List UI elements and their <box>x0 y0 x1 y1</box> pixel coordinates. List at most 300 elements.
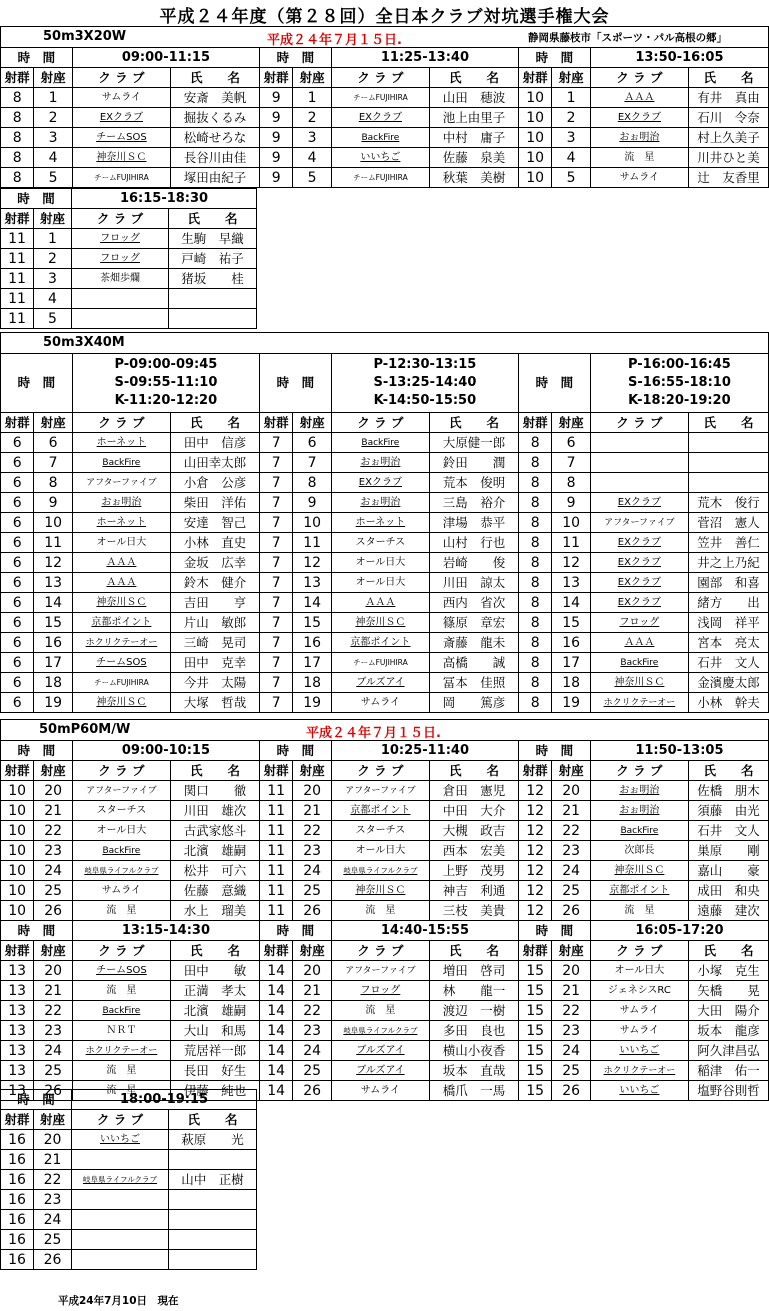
name-cell: 生駒 早織 <box>169 229 257 249</box>
club-cell: 京都ポイント <box>72 613 170 633</box>
time-label: 時 間 <box>1 1090 72 1110</box>
session-time: 16:05-17:20 <box>590 921 768 941</box>
club-cell: EXクラブ <box>331 108 429 128</box>
club-cell: ブルズアイ <box>331 1061 429 1081</box>
name-cell: 荒居祥一郎 <box>170 1041 259 1061</box>
seat-cell: 24 <box>552 1041 590 1061</box>
seat-cell: 10 <box>34 513 72 533</box>
club-cell: スターチス <box>331 533 429 553</box>
table-row <box>1 289 257 309</box>
group-cell: 11 <box>260 861 293 881</box>
table-row <box>1 573 769 593</box>
group-cell: 10 <box>519 108 552 128</box>
club-cell: アフターファイブ <box>331 961 429 981</box>
seat-cell: 15 <box>293 613 331 633</box>
session-time-line: K-14:50-15:50 <box>373 393 477 408</box>
group-cell: 14 <box>260 1021 293 1041</box>
group-cell: 7 <box>260 633 293 653</box>
club-cell: ＡＡＡ <box>331 593 429 613</box>
session-time-block <box>331 354 518 413</box>
seat-column-header: 射座 <box>34 1110 72 1130</box>
club-cell: オール日大 <box>331 553 429 573</box>
club-cell: 神奈川ＳＣ <box>331 881 429 901</box>
seat-cell: 23 <box>552 1021 590 1041</box>
seat-cell: 1 <box>34 88 72 108</box>
seat-cell: 3 <box>34 269 72 289</box>
club-cell <box>72 1150 169 1170</box>
group-cell: 6 <box>1 433 34 453</box>
name-column-header: 氏 名 <box>429 761 518 781</box>
group-cell: 11 <box>260 901 293 921</box>
club-cell <box>72 1210 169 1230</box>
name-column-header: 氏 名 <box>170 413 259 433</box>
group-cell: 6 <box>1 693 34 713</box>
club-cell: EXクラブ <box>590 533 688 553</box>
seat-cell: 15 <box>552 613 590 633</box>
name-cell: 中村 庸子 <box>429 128 518 148</box>
table-row <box>1 1041 769 1061</box>
table-row <box>1 633 769 653</box>
seat-cell: 20 <box>552 961 590 981</box>
group-cell: 12 <box>519 861 552 881</box>
group-cell: 8 <box>519 633 552 653</box>
seat-cell: 26 <box>34 1250 72 1270</box>
seat-cell: 4 <box>34 289 72 309</box>
table-row <box>1 453 769 473</box>
name-column-header: 氏 名 <box>429 941 518 961</box>
table-row <box>1 1210 257 1230</box>
group-cell: 13 <box>1 1021 34 1041</box>
seat-cell: 10 <box>552 513 590 533</box>
name-cell: 井之上乃紀 <box>688 553 768 573</box>
seat-cell: 20 <box>293 781 331 801</box>
seat-cell: 13 <box>34 573 72 593</box>
seat-cell: 25 <box>34 1061 72 1081</box>
table-row <box>1 229 257 249</box>
group-cell: 12 <box>519 881 552 901</box>
club-cell: ホクリクテーオー <box>72 1041 170 1061</box>
seat-cell: 4 <box>34 148 72 168</box>
seat-cell: 16 <box>293 633 331 653</box>
group-cell: 7 <box>260 693 293 713</box>
table-row <box>1 1170 257 1190</box>
seat-cell: 14 <box>34 593 72 613</box>
group-column-header: 射群 <box>519 413 552 433</box>
group-cell: 8 <box>519 493 552 513</box>
group-cell: 10 <box>1 881 34 901</box>
club-column-header: ク ラ ブ <box>72 1110 169 1130</box>
club-cell: ブルズアイ <box>331 673 429 693</box>
club-cell: 流 星 <box>72 981 170 1001</box>
name-cell: 田中 信彦 <box>170 433 259 453</box>
group-cell: 13 <box>1 1041 34 1061</box>
name-cell: 遠藤 建次 <box>688 901 768 921</box>
seat-cell: 21 <box>293 801 331 821</box>
seat-cell: 7 <box>552 453 590 473</box>
time-label: 時 間 <box>260 354 332 413</box>
name-cell: 長田 好生 <box>170 1061 259 1081</box>
group-cell: 6 <box>1 453 34 473</box>
club-cell: スターチス <box>331 821 429 841</box>
name-column-header: 氏 名 <box>688 68 768 88</box>
group-cell: 10 <box>1 861 34 881</box>
group-cell: 11 <box>1 269 34 289</box>
name-cell: 笠井 善仁 <box>688 533 768 553</box>
seat-cell: 22 <box>293 1001 331 1021</box>
group-cell: 9 <box>260 108 293 128</box>
seat-cell: 19 <box>34 693 72 713</box>
club-cell: 流 星 <box>590 901 688 921</box>
name-cell: 田中 克幸 <box>170 653 259 673</box>
name-cell: 巣原 剛 <box>688 841 768 861</box>
seat-cell: 11 <box>34 533 72 553</box>
time-label: 時 間 <box>1 189 72 209</box>
schedule-table-sec1 <box>0 47 769 188</box>
seat-cell: 20 <box>293 961 331 981</box>
name-cell: 冨本 佳照 <box>429 673 518 693</box>
session-time: 14:40-15:55 <box>331 921 518 941</box>
seat-cell: 13 <box>293 573 331 593</box>
name-cell: 池上由里子 <box>429 108 518 128</box>
club-column-header: ク ラ ブ <box>331 413 429 433</box>
seat-cell: 16 <box>552 633 590 653</box>
name-cell: 小林 幹夫 <box>688 693 768 713</box>
club-cell: 流 星 <box>72 901 170 921</box>
group-cell: 15 <box>519 1001 552 1021</box>
seat-cell: 2 <box>552 108 590 128</box>
name-cell <box>169 1190 257 1210</box>
seat-cell: 10 <box>293 513 331 533</box>
club-cell: 神奈川ＳＣ <box>590 673 688 693</box>
time-label: 時 間 <box>1 741 73 761</box>
name-cell: 中田 大介 <box>429 801 518 821</box>
name-cell: 大田 陽介 <box>688 1001 768 1021</box>
group-cell: 6 <box>1 553 34 573</box>
group-cell: 7 <box>260 673 293 693</box>
club-column-header: ク ラ ブ <box>331 941 429 961</box>
club-cell: BackFire <box>590 653 688 673</box>
name-cell: 西内 省次 <box>429 593 518 613</box>
group-cell: 7 <box>260 493 293 513</box>
club-cell: サムライ <box>590 1001 688 1021</box>
seat-cell: 5 <box>34 309 72 329</box>
club-cell: オール日大 <box>331 841 429 861</box>
club-cell: いいちご <box>590 1081 688 1101</box>
table-row <box>1 861 769 881</box>
footer-note: 平成24年7月10日 現在 <box>58 1295 179 1307</box>
club-cell: 神奈川ＳＣ <box>331 613 429 633</box>
club-column-header: ク ラ ブ <box>331 68 429 88</box>
session-time-line: S-09:55-11:10 <box>114 375 218 390</box>
table-row <box>1 1021 769 1041</box>
seat-cell: 12 <box>293 553 331 573</box>
time-label: 時 間 <box>1 354 73 413</box>
seat-cell: 24 <box>34 1041 72 1061</box>
name-cell <box>688 453 768 473</box>
seat-cell: 3 <box>34 128 72 148</box>
club-cell: BackFire <box>590 821 688 841</box>
name-cell: 鈴田 潤 <box>429 453 518 473</box>
seat-cell: 8 <box>552 473 590 493</box>
group-cell: 15 <box>519 1041 552 1061</box>
group-cell: 7 <box>260 473 293 493</box>
name-cell: 吉田 亨 <box>170 593 259 613</box>
group-cell: 7 <box>260 453 293 473</box>
club-cell: 神奈川ＳＣ <box>72 593 170 613</box>
session-time-line: K-11:20-12:20 <box>114 393 218 408</box>
group-cell: 10 <box>1 841 34 861</box>
name-cell: 大山 和馬 <box>170 1021 259 1041</box>
seat-cell: 22 <box>34 1001 72 1021</box>
page-title: 平成２４年度（第２８回）全日本クラブ対坑選手権大会 <box>159 7 610 27</box>
schedule-table-sec3-extra <box>0 1089 257 1270</box>
session-time-line: S-13:25-14:40 <box>373 375 477 390</box>
club-cell: サムライ <box>590 168 688 188</box>
club-cell: ＡＡＡ <box>590 88 688 108</box>
seat-cell: 24 <box>293 1041 331 1061</box>
club-cell: 岐阜県ライフルクラブ <box>331 861 429 881</box>
seat-cell: 22 <box>552 821 590 841</box>
name-cell: 安斎 美帆 <box>170 88 259 108</box>
club-cell <box>72 309 169 329</box>
seat-cell: 23 <box>34 1021 72 1041</box>
group-cell: 6 <box>1 533 34 553</box>
group-cell: 7 <box>260 593 293 613</box>
group-cell: 15 <box>519 1061 552 1081</box>
club-cell <box>72 1190 169 1210</box>
group-cell: 13 <box>1 981 34 1001</box>
seat-cell: 26 <box>293 1081 331 1101</box>
group-cell: 8 <box>519 653 552 673</box>
table-row <box>1 493 769 513</box>
club-cell: BackFire <box>72 453 170 473</box>
group-cell: 11 <box>1 229 34 249</box>
club-cell: アフターファイブ <box>72 781 170 801</box>
name-cell: 篠原 章宏 <box>429 613 518 633</box>
group-cell: 11 <box>1 249 34 269</box>
seat-cell: 14 <box>552 593 590 613</box>
seat-cell: 23 <box>293 1021 331 1041</box>
group-cell: 16 <box>1 1170 34 1190</box>
name-cell: 辻 友香里 <box>688 168 768 188</box>
name-cell: 北濱 雄嗣 <box>170 1001 259 1021</box>
name-cell: 松井 可六 <box>170 861 259 881</box>
session-time: 11:25-13:40 <box>331 48 518 68</box>
group-cell: 8 <box>1 108 34 128</box>
seat-cell: 20 <box>34 781 72 801</box>
club-cell <box>72 1230 169 1250</box>
club-cell: EXクラブ <box>590 108 688 128</box>
name-cell <box>169 309 257 329</box>
seat-cell: 26 <box>34 1081 72 1101</box>
seat-cell: 6 <box>293 433 331 453</box>
group-cell: 16 <box>1 1230 34 1250</box>
group-cell: 13 <box>1 1081 34 1101</box>
group-cell: 8 <box>519 513 552 533</box>
seat-cell: 21 <box>552 981 590 1001</box>
seat-cell: 1 <box>293 88 331 108</box>
club-cell <box>590 453 688 473</box>
group-cell: 8 <box>519 593 552 613</box>
club-column-header: ク ラ ブ <box>72 941 170 961</box>
group-cell: 11 <box>260 821 293 841</box>
name-cell: 横山小夜香 <box>429 1041 518 1061</box>
name-cell: 園部 和喜 <box>688 573 768 593</box>
name-cell: 西本 宏美 <box>429 841 518 861</box>
name-cell: 荒木 俊行 <box>688 493 768 513</box>
group-cell: 16 <box>1 1190 34 1210</box>
club-column-header: ク ラ ブ <box>72 209 169 229</box>
name-cell: 坂本 直哉 <box>429 1061 518 1081</box>
name-cell: 正満 孝太 <box>170 981 259 1001</box>
seat-cell: 21 <box>34 1150 72 1170</box>
group-cell: 8 <box>519 453 552 473</box>
club-cell: おぉ明治 <box>590 781 688 801</box>
club-column-header: ク ラ ブ <box>590 413 688 433</box>
club-cell: 京都ポイント <box>331 801 429 821</box>
seat-cell: 20 <box>552 781 590 801</box>
event-label: 50m3X20W <box>43 29 127 44</box>
seat-cell: 3 <box>293 128 331 148</box>
seat-cell: 2 <box>293 108 331 128</box>
name-cell: 多田 良也 <box>429 1021 518 1041</box>
club-cell: チームFUJIHIRA <box>72 168 170 188</box>
group-column-header: 射群 <box>519 941 552 961</box>
group-column-header: 射群 <box>519 68 552 88</box>
name-cell: 山中 正樹 <box>169 1170 257 1190</box>
club-cell <box>72 1250 169 1270</box>
name-cell: 安達 智己 <box>170 513 259 533</box>
seat-cell: 6 <box>552 433 590 453</box>
session-time-block <box>72 354 259 413</box>
time-label: 時 間 <box>519 741 591 761</box>
seat-cell: 22 <box>552 1001 590 1021</box>
group-cell: 11 <box>1 289 34 309</box>
group-cell: 12 <box>519 841 552 861</box>
table-row <box>1 433 769 453</box>
club-cell <box>590 473 688 493</box>
seat-cell: 23 <box>34 1190 72 1210</box>
seat-cell: 16 <box>34 633 72 653</box>
club-cell: チームFUJIHIRA <box>331 168 429 188</box>
name-cell: 猪坂 桂 <box>169 269 257 289</box>
group-cell: 11 <box>260 881 293 901</box>
name-cell: 塚田由紀子 <box>170 168 259 188</box>
group-cell: 16 <box>1 1130 34 1150</box>
name-cell: 戸崎 祐子 <box>169 249 257 269</box>
name-cell: 荒本 俊明 <box>429 473 518 493</box>
seat-cell: 24 <box>293 861 331 881</box>
group-cell: 14 <box>260 1001 293 1021</box>
name-cell: 大槻 政吉 <box>429 821 518 841</box>
time-label: 時 間 <box>519 921 591 941</box>
name-cell <box>169 289 257 309</box>
group-cell: 11 <box>260 801 293 821</box>
seat-cell: 17 <box>293 653 331 673</box>
seat-cell: 18 <box>293 673 331 693</box>
club-cell: おぉ明治 <box>331 453 429 473</box>
club-cell: オール日大 <box>72 533 170 553</box>
name-cell: 山村 行也 <box>429 533 518 553</box>
group-cell: 12 <box>519 821 552 841</box>
group-cell: 8 <box>519 473 552 493</box>
seat-cell: 20 <box>34 1130 72 1150</box>
seat-cell: 22 <box>34 1170 72 1190</box>
session-time-block <box>590 354 768 413</box>
time-label: 時 間 <box>1 921 73 941</box>
club-cell: チームSOS <box>72 653 170 673</box>
seat-cell: 19 <box>293 693 331 713</box>
seat-cell: 24 <box>552 861 590 881</box>
name-cell: 阿久津昌弘 <box>688 1041 768 1061</box>
group-cell: 11 <box>260 781 293 801</box>
name-cell: 佐藤 泉美 <box>429 148 518 168</box>
seat-cell: 15 <box>34 613 72 633</box>
group-cell: 14 <box>260 1081 293 1101</box>
name-column-header: 氏 名 <box>169 1110 257 1130</box>
club-cell: ホーネット <box>331 513 429 533</box>
group-column-header: 射群 <box>1 1110 34 1130</box>
club-cell: EXクラブ <box>590 553 688 573</box>
seat-cell: 25 <box>34 881 72 901</box>
name-cell: 伊藤 純也 <box>170 1081 259 1101</box>
club-cell: サムライ <box>331 693 429 713</box>
club-column-header: ク ラ ブ <box>590 68 688 88</box>
table-row <box>1 781 769 801</box>
seat-column-header: 射座 <box>34 68 72 88</box>
seat-cell: 3 <box>552 128 590 148</box>
seat-cell: 21 <box>34 801 72 821</box>
group-cell: 6 <box>1 653 34 673</box>
seat-cell: 9 <box>34 493 72 513</box>
seat-cell: 18 <box>34 673 72 693</box>
name-cell <box>169 1250 257 1270</box>
seat-cell: 1 <box>34 229 72 249</box>
table-row <box>1 533 769 553</box>
club-column-header: ク ラ ブ <box>590 941 688 961</box>
name-cell <box>169 1210 257 1230</box>
seat-column-header: 射座 <box>34 413 72 433</box>
name-cell: 神吉 利通 <box>429 881 518 901</box>
group-cell: 6 <box>1 593 34 613</box>
club-cell: 京都ポイント <box>590 881 688 901</box>
group-cell: 10 <box>519 168 552 188</box>
group-cell: 7 <box>260 613 293 633</box>
name-cell: 宮本 亮太 <box>688 633 768 653</box>
club-cell: アフターファイブ <box>590 513 688 533</box>
group-cell: 12 <box>519 801 552 821</box>
club-cell: EXクラブ <box>331 473 429 493</box>
session-time: 09:00-10:15 <box>72 741 259 761</box>
session-time: 09:00-11:15 <box>72 48 259 68</box>
seat-cell: 7 <box>34 453 72 473</box>
seat-cell: 6 <box>34 433 72 453</box>
table-row <box>1 693 769 713</box>
group-column-header: 射群 <box>260 941 293 961</box>
session-time: 11:50-13:05 <box>590 741 768 761</box>
club-cell: 神奈川ＳＣ <box>72 693 170 713</box>
group-cell: 6 <box>1 473 34 493</box>
group-cell: 9 <box>260 128 293 148</box>
group-cell: 7 <box>260 433 293 453</box>
seat-cell: 22 <box>293 821 331 841</box>
club-cell: サムライ <box>72 88 170 108</box>
name-column-header: 氏 名 <box>688 941 768 961</box>
name-cell: 松崎せろな <box>170 128 259 148</box>
name-cell: 林 龍一 <box>429 981 518 1001</box>
name-cell: 金濱慶太郎 <box>688 673 768 693</box>
seat-column-header: 射座 <box>552 413 590 433</box>
